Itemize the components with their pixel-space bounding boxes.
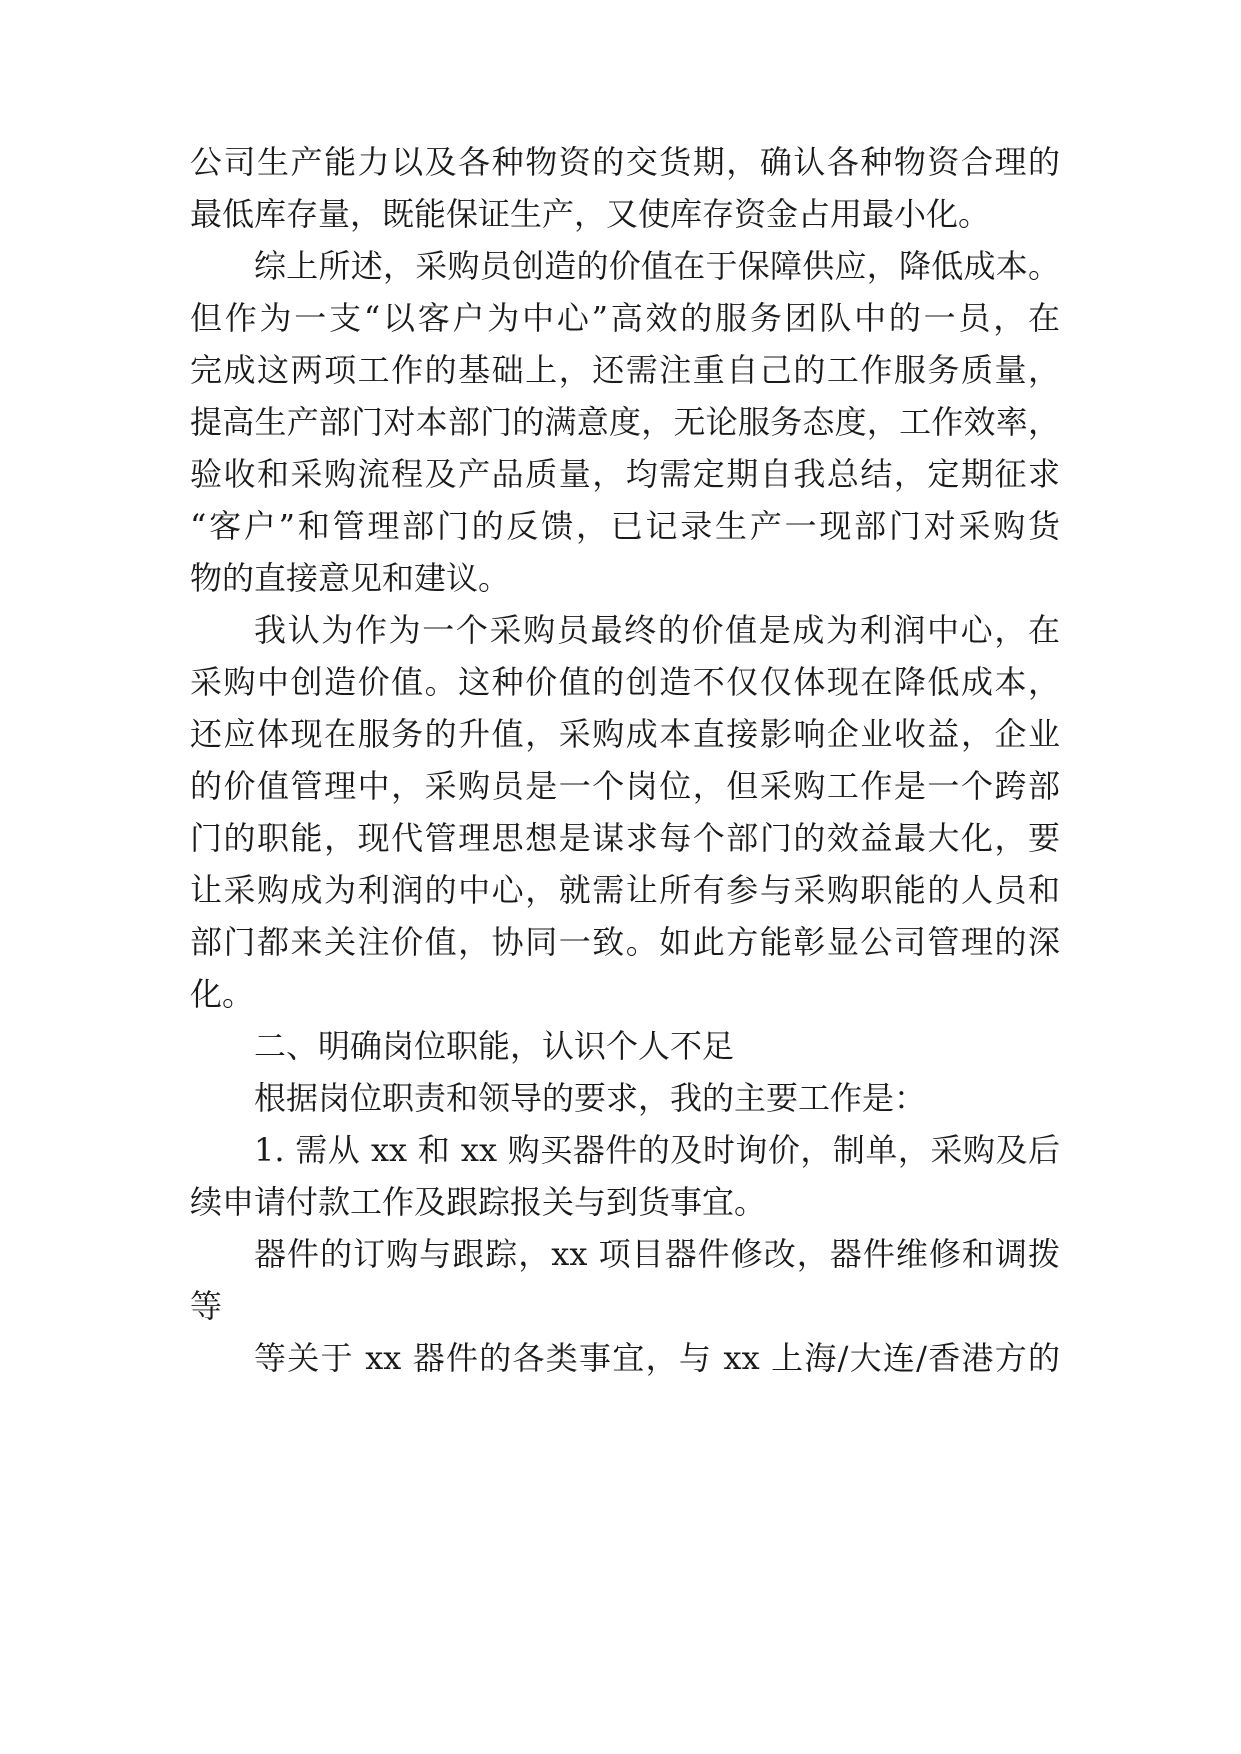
text-line: 续申请付款工作及跟踪报关与到货事宜。 [190,1183,767,1221]
text-line: 公司生产能力以及各种物资的交货期，确认各种物资合理的 [190,143,1060,181]
text-line: 验收和采购流程及产品质量，均需定期自我总结，定期征求 [190,455,1060,493]
text-line: 物的直接意见和建议。 [190,559,511,597]
text-line: 完成这两项工作的基础上，还需注重自己的工作服务质量， [190,351,1060,389]
text-line: 等 [190,1287,223,1325]
section-heading: 二、明确岗位职能，认识个人不足 [254,1027,735,1065]
text-line: 器件的订购与跟踪，xx 项目器件修改，器件维修和调拨 [254,1235,1060,1273]
text-line: 部门都来关注价值，协同一致。如此方能彰显公司管理的深 [190,923,1060,961]
text-line: 我认为作为一个采购员最终的价值是成为利润中心，在 [254,611,1060,649]
text-line: 提高生产部门对本部门的满意度，无论服务态度，工作效率， [190,403,1060,441]
text-line: 让采购成为利润的中心，就需让所有参与采购职能的人员和 [190,871,1060,909]
text-line: 但作为一支“以客户为中心”高效的服务团队中的一员，在 [190,299,1060,337]
text-line: 化。 [190,975,255,1013]
text-line: 采购中创造价值。这种价值的创造不仅仅体现在降低成本， [190,663,1060,701]
text-line: 的价值管理中，采购员是一个岗位，但采购工作是一个跨部 [190,767,1060,805]
text-line: 等关于 xx 器件的各类事宜，与 xx 上海/大连/香港方的 [254,1339,1060,1377]
text-line: 门的职能，现代管理思想是谋求每个部门的效益最大化，要 [190,819,1060,857]
list-item: 1. 需从 xx 和 xx 购买器件的及时询价，制单，采购及后 [254,1131,1060,1169]
text-line: 还应体现在服务的升值，采购成本直接影响企业收益，企业 [190,715,1060,753]
text-line: 综上所述，采购员创造的价值在于保障供应，降低成本。 [254,247,1060,285]
text-line: “客户”和管理部门的反馈，已记录生产一现部门对采购货 [190,507,1060,545]
text-line: 最低库存量，既能保证生产，又使库存资金占用最小化。 [190,195,991,233]
text-line: 根据岗位职责和领导的要求，我的主要工作是： [254,1079,927,1117]
